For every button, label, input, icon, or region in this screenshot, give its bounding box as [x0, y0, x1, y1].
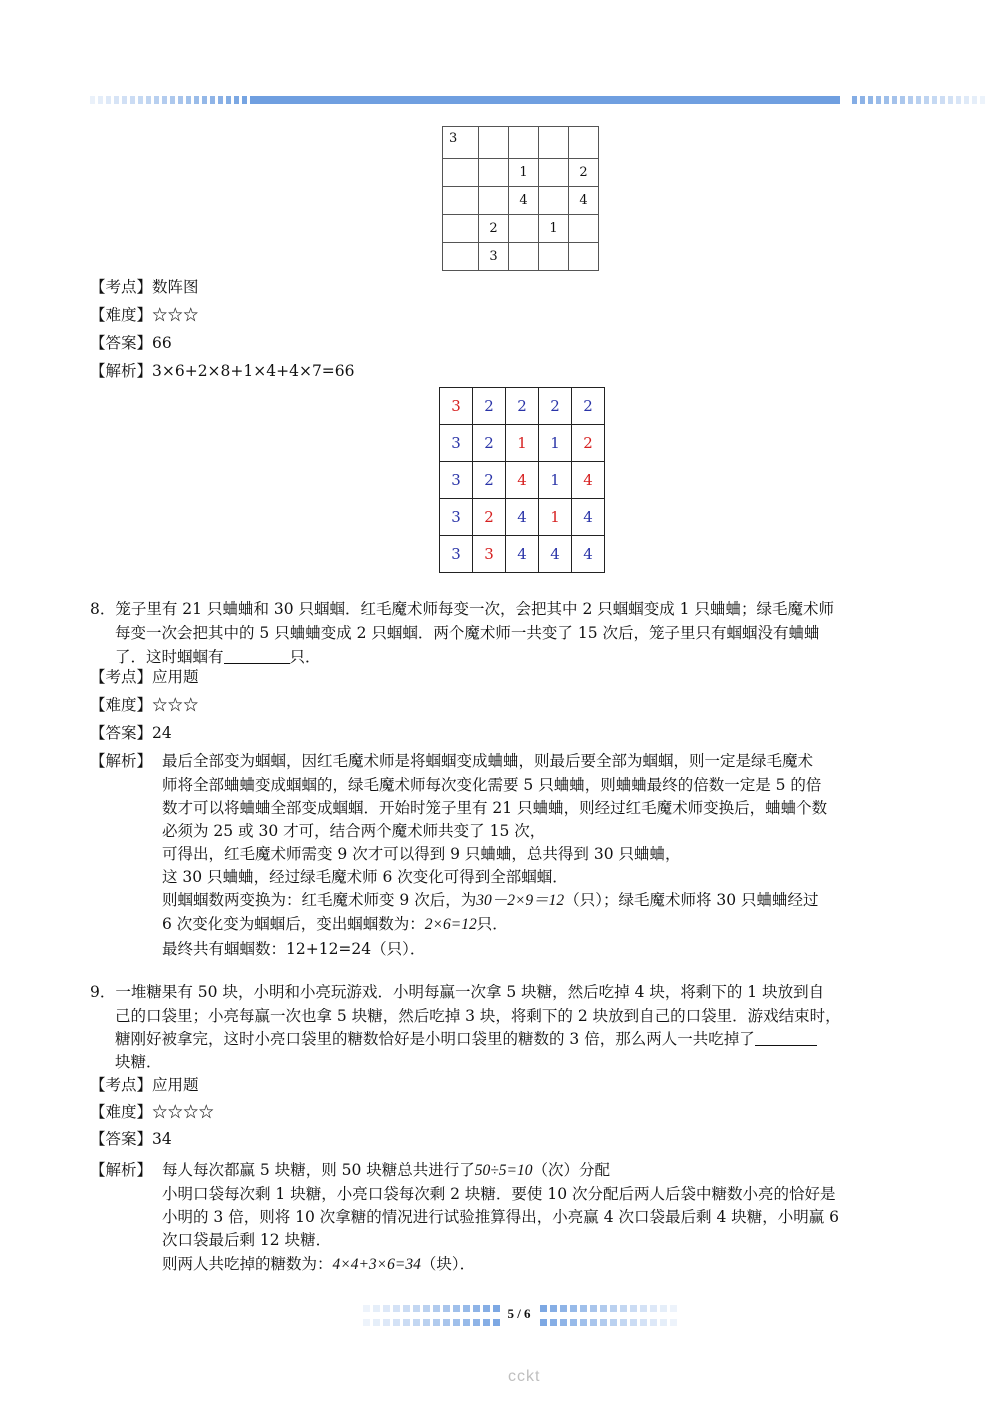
p9-question-line4: 块糖． [115, 1053, 162, 1071]
grid-cell [443, 243, 479, 271]
footer-bar-segment [483, 1319, 490, 1326]
grid-cell: 4 [569, 187, 599, 215]
p7-kaodian: 【考点】数阵图 [90, 278, 199, 296]
bar-segment [226, 96, 231, 104]
grid-cell [539, 243, 569, 271]
grid-cell: 3 [440, 462, 473, 499]
grid-cell: 4 [539, 536, 572, 573]
footer-bar-segment [403, 1319, 410, 1326]
p8-jiexi-line7 [162, 889, 819, 912]
grid-row [440, 462, 605, 499]
footer-bar-segment [433, 1305, 440, 1312]
grid-cell: 2 [572, 425, 605, 462]
grid-cell: 1 [539, 215, 569, 243]
bar-segment [876, 96, 881, 104]
p9-jiexi-text-end: （块）． [420, 1255, 476, 1273]
p8-jiexi-text-end: 只． [476, 915, 508, 933]
grid-cell [443, 187, 479, 215]
p8-jiexi-text: 则蝈蝈数两变换为：红毛魔术师变 9 次后，为 [162, 891, 477, 909]
p8-jiexi-line6: 这 30 只蛐蛐，经过绿毛魔术师 6 次变化可得到全部蝈蝈． [162, 868, 568, 886]
formula: 50÷5=10 [474, 1162, 533, 1179]
grid-cell: 1 [509, 159, 539, 187]
p8-jiexi-line9: 最终共有蝈蝈数：12+12=24（只）． [162, 940, 426, 958]
footer-bar-segment [453, 1319, 460, 1326]
bar-segment [146, 96, 151, 104]
p8-jiexi-line8 [162, 913, 508, 936]
p9-nandu: 【难度】☆☆☆☆ [90, 1103, 215, 1121]
bar-segment [916, 96, 921, 104]
grid-cell: 4 [572, 536, 605, 573]
footer-bar-segment [393, 1319, 400, 1326]
grid-row [440, 388, 605, 425]
grid-cell: 3 [473, 536, 506, 573]
bar-segment [924, 96, 929, 104]
footer-bar-segment [433, 1319, 440, 1326]
footer-bar-segment [630, 1305, 637, 1312]
answer-blank [755, 1029, 817, 1046]
grid-row [440, 536, 605, 573]
footer-bar-segment [560, 1305, 567, 1312]
footer-bar-segment [493, 1319, 500, 1326]
p8-kaodian: 【考点】应用题 [90, 668, 199, 686]
bar-segment [202, 96, 207, 104]
footer-bar-segment [423, 1319, 430, 1326]
grid-row [443, 215, 599, 243]
p9-question-line1: 9．一堆糖果有 50 块，小明和小亮玩游戏．小明每赢一次拿 5 块糖，然后吃掉 4 块，将剩下的 1 块放到自 [90, 983, 825, 1001]
p8-question-text: 了．这时蝈蝈有 [115, 648, 224, 666]
bar-segment [122, 96, 127, 104]
p7-nandu: 【难度】☆☆☆ [90, 306, 199, 324]
footer-bar-segment [650, 1305, 657, 1312]
p9-daan: 【答案】34 [90, 1130, 172, 1148]
grid-cell [479, 127, 509, 159]
grid-cell: 2 [473, 499, 506, 536]
grid-cell: 3 [440, 499, 473, 536]
p8-jiexi-label: 【解析】 [90, 752, 153, 770]
grid-cell [539, 127, 569, 159]
p9-question-text: 糖刚好被拿完，这时小亮口袋里的糖数恰好是小明口袋里的糖数的 3 倍，那么两人一共吃掉了 [115, 1030, 755, 1048]
p7-jiexi: 【解析】3×6+2×8+1×4+4×7=66 [90, 362, 355, 380]
footer-bar-segment [443, 1319, 450, 1326]
grid-cell: 2 [506, 388, 539, 425]
footer-bar-segment [540, 1319, 547, 1326]
grid-cell [569, 127, 599, 159]
footer-bar-segment [413, 1319, 420, 1326]
footer-bar-segment [413, 1305, 420, 1312]
grid-row [440, 425, 605, 462]
footer-bar-segment [620, 1305, 627, 1312]
footer-bar-segment [383, 1305, 390, 1312]
p8-jiexi-line5: 可得出，红毛魔术师需变 9 次才可以得到 9 只蛐蛐，总共得到 30 只蛐蛐， [162, 845, 681, 863]
bar-segment [948, 96, 953, 104]
footer-bar-segment [570, 1305, 577, 1312]
grid-cell [569, 215, 599, 243]
footer-bar-segment [383, 1319, 390, 1326]
footer-bar-segment [393, 1305, 400, 1312]
bar-segment [972, 96, 977, 104]
page-number: 5 / 6 [507, 1306, 531, 1321]
grid-row [440, 499, 605, 536]
grid-cell [479, 187, 509, 215]
formula: 30－2×9＝12 [476, 892, 565, 909]
footer-bar-segment [540, 1305, 547, 1312]
p9-jiexi-line1 [162, 1159, 610, 1182]
grid-cell: 3 [440, 425, 473, 462]
footer-bar-segment [610, 1305, 617, 1312]
p8-question-line3 [115, 646, 321, 668]
p9-jiexi-text: 则两人共吃掉的糖数为： [162, 1255, 333, 1273]
grid-cell [509, 215, 539, 243]
bar-segment [980, 96, 985, 104]
bar-segment [234, 96, 239, 104]
p8-question-line1: 8．笼子里有 21 只蛐蛐和 30 只蝈蝈．红毛魔术师每变一次，会把其中 2 只蝈蝈变成 1 只蛐蛐；绿毛魔术师 [90, 600, 834, 618]
grid-cell: 1 [539, 462, 572, 499]
footer-bar-segment [550, 1305, 557, 1312]
bar-segment [210, 96, 215, 104]
number-grid-solution [439, 387, 605, 573]
grid-cell [539, 187, 569, 215]
grid-cell [569, 243, 599, 271]
bar-segment [154, 96, 159, 104]
p8-jiexi-line2: 师将全部蛐蛐变成蝈蝈的，绿毛魔术师每次变化需要 5 只蛐蛐，则蛐蛐最终的倍数一定是 5 的倍 [162, 776, 822, 794]
footer-bar-segment [493, 1305, 500, 1312]
number-grid-question [442, 126, 599, 271]
grid-cell [509, 127, 539, 159]
bar-segment [940, 96, 945, 104]
grid-cell: 4 [506, 536, 539, 573]
footer-bar-segment [473, 1319, 480, 1326]
p9-jiexi-line5 [162, 1253, 475, 1276]
footer-bar-segment [570, 1319, 577, 1326]
bar-segment [106, 96, 111, 104]
footer-bar-segment [560, 1319, 567, 1326]
footer-bar-segment [600, 1305, 607, 1312]
grid-cell: 4 [506, 462, 539, 499]
grid-cell: 1 [506, 425, 539, 462]
bar-segment [956, 96, 961, 104]
formula: 2×6=12 [424, 916, 477, 933]
bar-segment [114, 96, 119, 104]
footer-bar-segment [640, 1319, 647, 1326]
p7-daan: 【答案】66 [90, 334, 172, 352]
grid-cell: 4 [572, 462, 605, 499]
grid-cell [509, 243, 539, 271]
grid-cell: 2 [473, 462, 506, 499]
footer-bar-segment [453, 1305, 460, 1312]
formula: 4×4+3×6=34 [332, 1256, 421, 1273]
footer-bar-segment [473, 1305, 480, 1312]
bar-segment [130, 96, 135, 104]
bar-segment [868, 96, 873, 104]
footer-bar-segment [610, 1319, 617, 1326]
footer-bar-segment [373, 1319, 380, 1326]
footer-bar-segment [403, 1305, 410, 1312]
p9-jiexi-text-end: （次）分配 [532, 1161, 611, 1179]
grid-cell: 2 [473, 388, 506, 425]
grid-cell: 3 [440, 536, 473, 573]
bar-segment [900, 96, 905, 104]
bar-segment [964, 96, 969, 104]
bar-segment [932, 96, 937, 104]
footer-bar-segment [660, 1305, 667, 1312]
grid-cell: 2 [473, 425, 506, 462]
bar-segment [892, 96, 897, 104]
footer-bar-segment [590, 1305, 597, 1312]
footer-bar-segment [550, 1319, 557, 1326]
p9-jiexi-line3: 小明的 3 倍，则将 10 次拿糖的情况进行试验推算得出，小亮赢 4 次口袋最后剩 4 块糖，小明赢 6 [162, 1208, 840, 1226]
bar-segment [98, 96, 103, 104]
bar-segment [138, 96, 143, 104]
bar-segment [178, 96, 183, 104]
grid-cell: 1 [539, 425, 572, 462]
grid-cell: 4 [509, 187, 539, 215]
p8-question-text-end: 只． [289, 648, 321, 666]
grid-cell: 2 [572, 388, 605, 425]
p8-jiexi-text-end: （只）；绿毛魔术师将 30 只蛐蛐经过 [564, 891, 819, 909]
grid-cell [539, 159, 569, 187]
grid-row [443, 187, 599, 215]
grid-cell: 3 [443, 127, 479, 159]
grid-cell [479, 159, 509, 187]
bar-segment [852, 96, 857, 104]
p9-question-line2: 己的口袋里；小亮每赢一次也拿 5 块糖，然后吃掉 3 块，将剩下的 2 块放到自己的口袋里．游戏结束时， [115, 1007, 841, 1025]
grid-cell: 2 [569, 159, 599, 187]
grid-cell: 3 [440, 388, 473, 425]
footer-bar-segment [590, 1319, 597, 1326]
bar-segment [162, 96, 167, 104]
bar-segment [860, 96, 865, 104]
footer-bar-segment [670, 1305, 677, 1312]
footer-bar-segment [363, 1319, 370, 1326]
bar-segment [218, 96, 223, 104]
p9-kaodian: 【考点】应用题 [90, 1076, 199, 1094]
footer-bar-segment [580, 1305, 587, 1312]
p9-jiexi-line2: 小明口袋每次剩 1 块糖，小亮口袋每次剩 2 块糖．要使 10 次分配后两人后袋中糖数小亮的恰好是 [162, 1185, 836, 1203]
grid-row [443, 243, 599, 271]
footer-bar-segment [423, 1305, 430, 1312]
grid-cell [443, 215, 479, 243]
bar-segment [194, 96, 199, 104]
grid-cell: 1 [539, 499, 572, 536]
grid-cell: 4 [572, 499, 605, 536]
p8-jiexi-line1: 最后全部变为蝈蝈，因红毛魔术师是将蝈蝈变成蛐蛐，则最后要全部为蝈蝈，则一定是绿毛魔术 [162, 752, 814, 770]
p9-question-line3 [115, 1028, 817, 1050]
footer-bar-segment [443, 1305, 450, 1312]
grid-row [443, 127, 599, 159]
answer-blank [224, 647, 290, 664]
footer-bar-segment [630, 1319, 637, 1326]
footer-bar-segment [600, 1319, 607, 1326]
footer-bar-segment [463, 1305, 470, 1312]
bar-segment [170, 96, 175, 104]
p9-jiexi-line4: 次口袋最后剩 12 块糖． [162, 1231, 332, 1249]
grid-cell: 2 [479, 215, 509, 243]
bar-segment [908, 96, 913, 104]
grid-cell: 4 [506, 499, 539, 536]
header-bar [90, 96, 980, 104]
bar-segment [884, 96, 889, 104]
bar-segment [186, 96, 191, 104]
p9-jiexi-label: 【解析】 [90, 1161, 153, 1179]
footer-bar-segment [640, 1305, 647, 1312]
p8-jiexi-line4: 必须为 25 或 30 才可，结合两个魔术师共变了 15 次， [162, 822, 546, 840]
footer-bar-segment [650, 1319, 657, 1326]
grid-row [443, 159, 599, 187]
footer-bar-segment [373, 1305, 380, 1312]
p9-jiexi-text: 每人每次都赢 5 块糖，则 50 块糖总共进行了 [162, 1161, 475, 1179]
p8-jiexi-text: 6 次变化变为蝈蝈后，变出蝈蝈数为： [162, 915, 425, 933]
p8-nandu: 【难度】☆☆☆ [90, 696, 199, 714]
p8-question-line2: 每变一次会把其中的 5 只蛐蛐变成 2 只蝈蝈．两个魔术师一共变了 15 次后，笼子里只有蝈蝈没有蛐蛐 [115, 624, 820, 642]
grid-cell [443, 159, 479, 187]
grid-cell: 3 [479, 243, 509, 271]
footer-bar-segment [463, 1319, 470, 1326]
footer-bar-segment [660, 1319, 667, 1326]
footer-bar-segment [620, 1319, 627, 1326]
bar-segment [250, 96, 840, 104]
footer-bar-segment [363, 1305, 370, 1312]
grid-cell: 2 [539, 388, 572, 425]
footer-bar-segment [670, 1319, 677, 1326]
p8-jiexi-line3: 数才可以将蛐蛐全部变成蝈蝈．开始时笼子里有 21 只蛐蛐，则经过红毛魔术师变换后，蛐蛐个数 [162, 799, 828, 817]
p8-daan: 【答案】24 [90, 724, 172, 742]
watermark: cckt [508, 1368, 541, 1385]
footer-bar-segment [580, 1319, 587, 1326]
footer-bar-segment [483, 1305, 490, 1312]
bar-segment [90, 96, 95, 104]
bar-segment [242, 96, 247, 104]
